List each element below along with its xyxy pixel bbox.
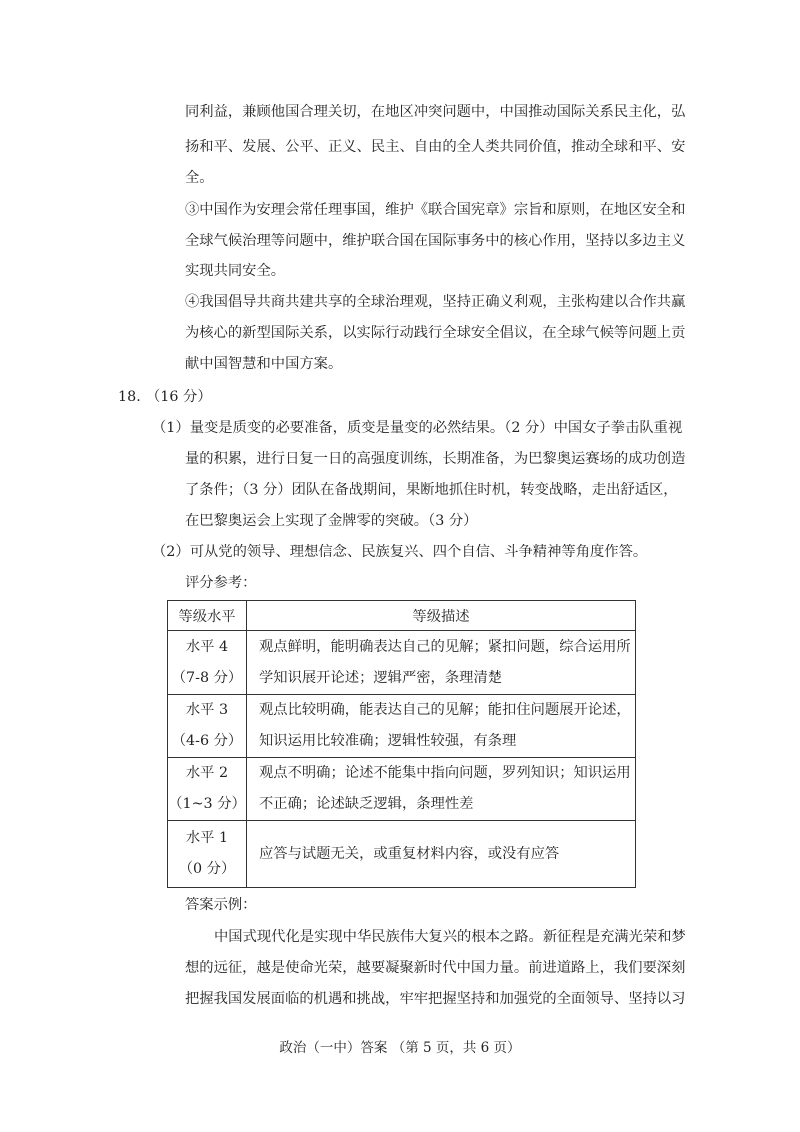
rubric-table (167, 600, 636, 888)
level-range: （0 分） (178, 861, 236, 877)
description-line: 观点不明确；论述不能集中指向问题，罗列知识；知识运用 (259, 765, 631, 781)
description-line: 应答与试题无关，或重复材料内容，或没有应答 (259, 845, 560, 862)
level-range: （1~3 分） (168, 796, 246, 812)
question-number: 18. (118, 389, 141, 405)
level-label: 水平 1 (185, 830, 229, 846)
example-title: 答案示例： (185, 897, 257, 913)
table-row (168, 631, 636, 695)
point4-line-1: ④我国倡导共商共建共享的全球治理观，坚持正确义利观，主张构建以合作共赢 (185, 294, 686, 310)
header-level: 等级水平 (168, 601, 247, 631)
rubric-title: 评分参考： (185, 575, 257, 591)
point3-line-1: ③中国作为安理会常任理事国，维护《联合国宪章》宗旨和原则，在地区安全和 (185, 202, 686, 218)
continuation-line-3: 全。 (185, 170, 214, 186)
part2-text: （2）可从党的领导、理想信念、民族复兴、四个自信、斗争精神等角度作答。 (152, 544, 648, 560)
example-line-2: 想的远征，越是使命光荣，越要凝聚新时代中国力量。前进道路上，我们要深刻 (185, 960, 686, 976)
point4-line-3: 献中国智慧和中国方案。 (185, 356, 343, 372)
point4-line-2: 为核心的新型国际关系，以实际行动践行全球安全倡议，在全球气候等问题上贡 (185, 325, 686, 341)
description-line: 知识运用比较准确；逻辑性较强，有条理 (259, 733, 517, 749)
part1-line-1: （1）量变是质变的必要准备，质变是量变的必然结果。（2 分）中国女子拳击队重视 (152, 420, 683, 436)
part1-line-3: 了条件；（3 分）团队在备战期间，果断地抓住时机，转变战略，走出舒适区， (185, 482, 678, 498)
table-row (168, 695, 636, 758)
description-line: 观点比较明确，能表达自己的见解；能扣住问题展开论述， (259, 702, 631, 718)
question-score: （16 分） (146, 389, 212, 405)
description-cell (247, 758, 636, 821)
description-line: 不正确；论述缺乏逻辑，条理性差 (259, 796, 474, 812)
part1-line-4: 在巴黎奥运会上实现了金牌零的突破。（3 分） (185, 513, 478, 529)
continuation-line-2: 扬和平、发展、公平、正义、民主、自由的全人类共同价值，推动全球和平、安 (185, 139, 686, 155)
level-label: 水平 2 (185, 765, 229, 781)
description-cell (247, 821, 636, 888)
level-range: （7-8 分） (171, 669, 243, 686)
point3-line-2: 全球气候治理等问题中，维护联合国在国际事务中的核心作用，坚持以多边主义 (185, 233, 686, 249)
page-footer: 政治（一中）答案 （第 5 页，共 6 页） (279, 1040, 521, 1056)
header-description: 等级描述 (247, 601, 636, 631)
description-line: 观点鲜明，能明确表达自己的见解；紧扣问题，综合运用所 (259, 638, 631, 655)
level-cell (168, 695, 247, 758)
part1-line-2: 量的积累，进行日复一日的高强度训练，长期准备，为巴黎奥运赛场的成功创造 (185, 451, 686, 467)
description-cell (247, 695, 636, 758)
point3-line-3: 实现共同安全。 (185, 263, 286, 279)
level-label: 水平 3 (185, 702, 229, 718)
level-range: （4-6 分） (171, 733, 243, 749)
rubric-header-row (168, 601, 636, 631)
level-cell (168, 821, 247, 888)
description-line: 学知识展开论述；逻辑严密，条理清楚 (259, 669, 503, 686)
example-line-1: 中国式现代化是实现中华民族伟大复兴的根本之路。新征程是充满光荣和梦 (214, 929, 686, 945)
level-cell (168, 631, 247, 695)
continuation-line-1: 同利益，兼顾他国合理关切，在地区冲突问题中，中国推动国际关系民主化，弘 (185, 104, 686, 120)
table-row (168, 821, 636, 888)
description-cell (247, 631, 636, 695)
example-line-3: 把握我国发展面临的机遇和挑战，牢牢把握坚持和加强党的全面领导、坚持以习 (185, 991, 686, 1007)
level-cell (168, 758, 247, 821)
table-row (168, 758, 636, 821)
level-label: 水平 4 (185, 638, 229, 655)
